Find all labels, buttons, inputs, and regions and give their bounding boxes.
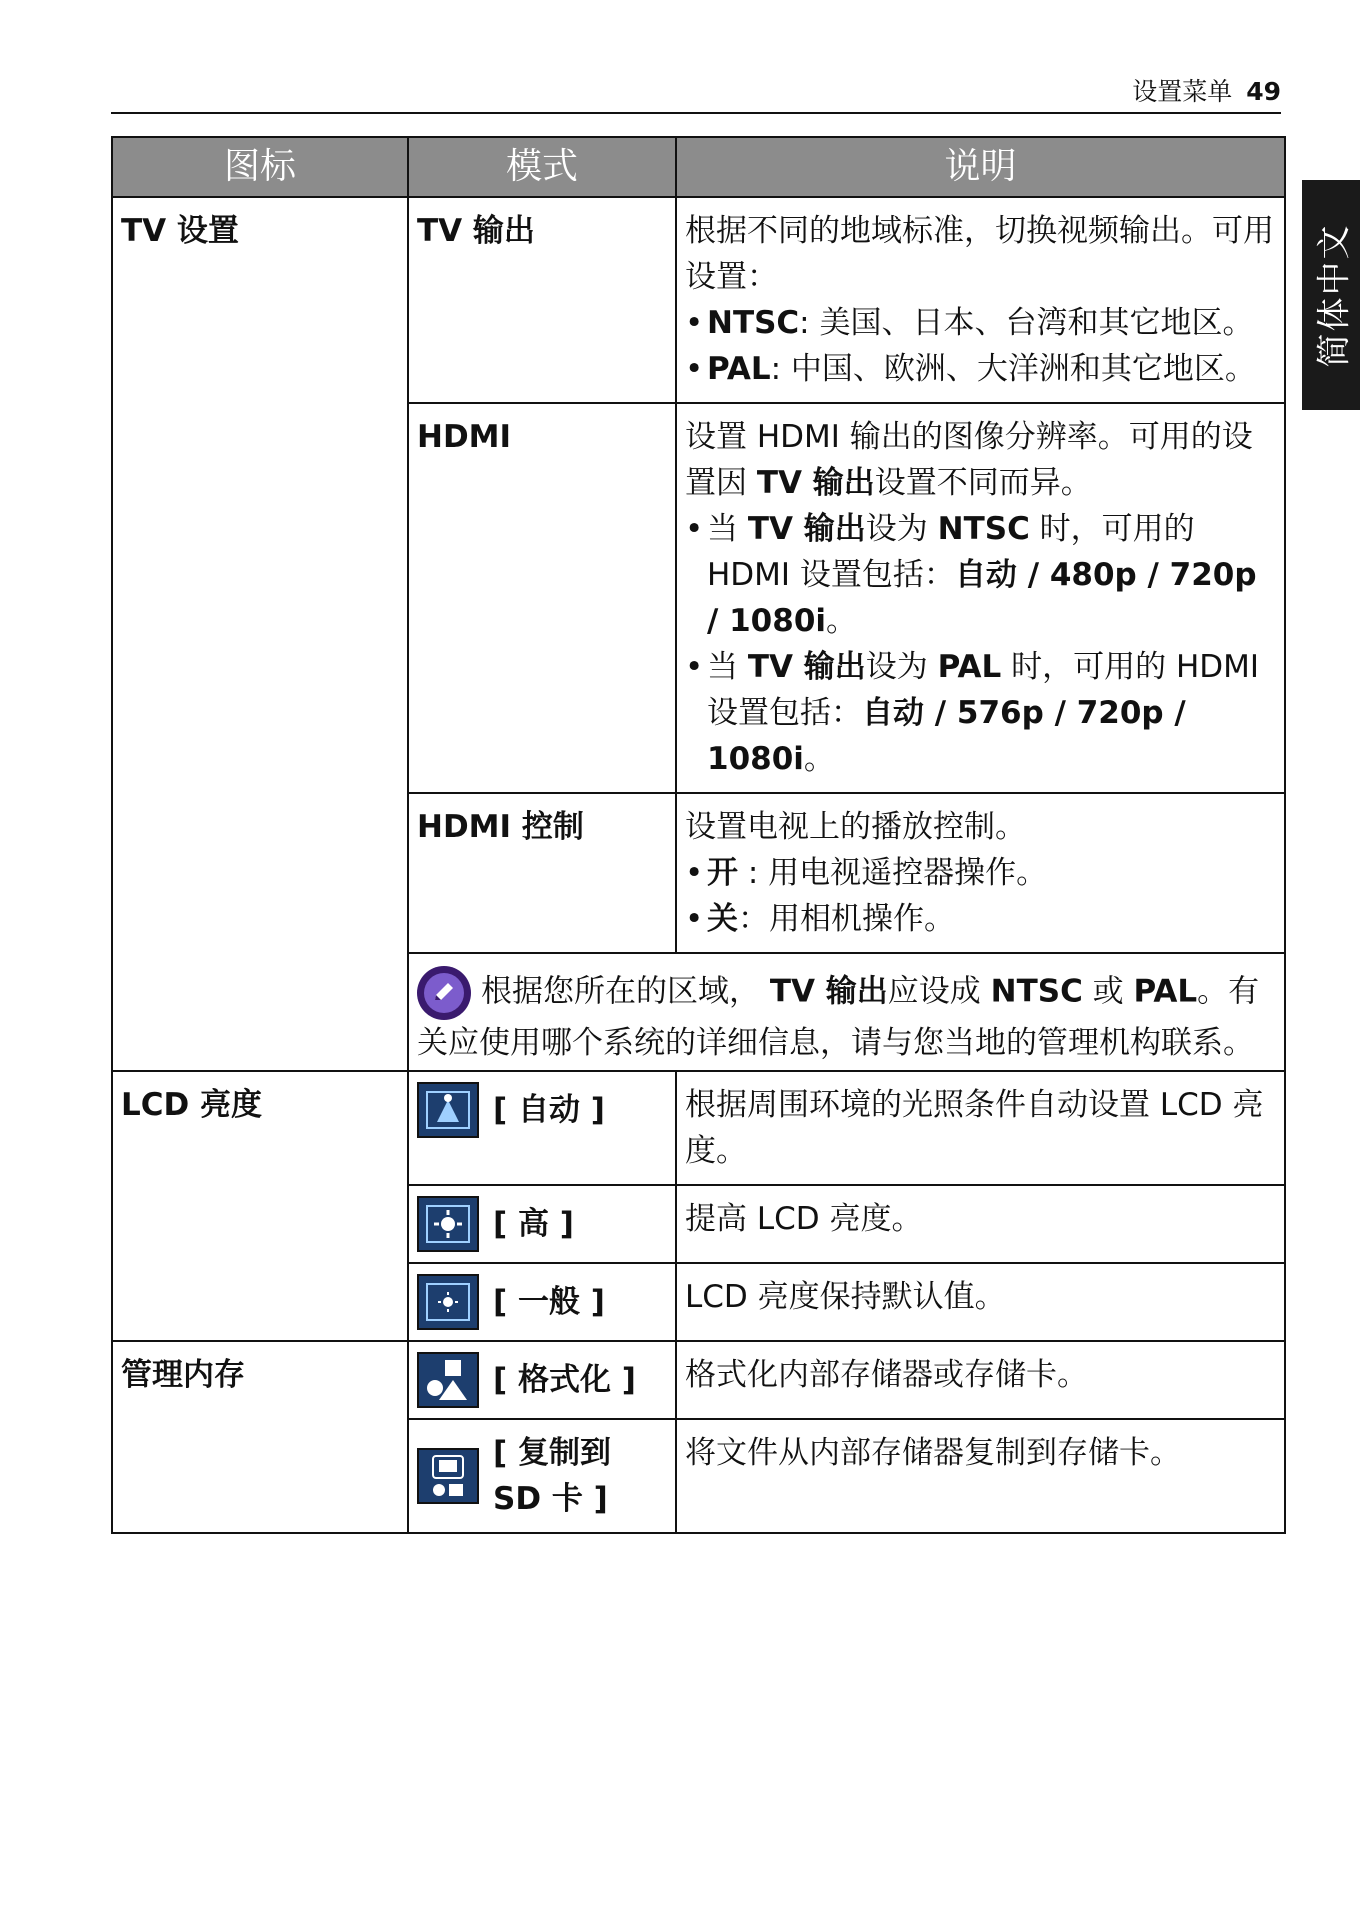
t: 当	[707, 649, 748, 685]
table-header-row	[112, 137, 1285, 197]
hdmi-intro-a: 设置 HDMI 输出的图像分辨率。可用的设置因	[685, 419, 1253, 501]
hdmi-options	[685, 506, 1276, 782]
tv-out-mode: TV 输出	[408, 197, 676, 403]
table-row	[112, 197, 1285, 403]
header-title: 设置菜单	[1132, 77, 1233, 106]
t: 自动 / 480p / 720p / 1080i	[707, 557, 1257, 639]
on-key: 开	[707, 855, 738, 891]
list-item	[685, 346, 1276, 392]
column-header-icon: 图标	[112, 137, 408, 197]
t: 。有关应使用哪个系统的详细信息，请与您当地的管理机构联系。	[417, 973, 1260, 1061]
settings-table	[111, 136, 1286, 1534]
lcd-normal-mode	[408, 1263, 676, 1341]
lcd-normal-desc: LCD 亮度保持默认值。	[676, 1263, 1285, 1341]
hdmi-desc	[676, 403, 1285, 793]
tv-settings-label: TV 设置	[112, 197, 408, 1071]
list-item	[685, 300, 1276, 346]
list-item	[685, 644, 1276, 782]
lcd-auto-icon	[417, 1082, 479, 1138]
memory-label: 管理内存	[112, 1341, 408, 1533]
t: 设为	[865, 649, 938, 685]
header-text	[1132, 76, 1281, 108]
hdmi-control-options	[685, 850, 1276, 942]
table-row	[112, 1071, 1285, 1185]
copy-to-sd-icon	[417, 1448, 479, 1504]
ntsc-text: : 美国、日本、台湾和其它地区。	[799, 305, 1254, 341]
t: 设为	[865, 511, 938, 547]
lcd-auto-desc: 根据周围环境的光照条件自动设置 LCD 亮度。	[676, 1071, 1285, 1185]
page-number: 49	[1246, 77, 1281, 106]
lcd-auto-mode	[408, 1071, 676, 1185]
lcd-auto-label: [ 自动 ]	[493, 1092, 605, 1128]
format-desc: 格式化内部存储器或存储卡。	[676, 1341, 1285, 1419]
lcd-high-label: [ 高 ]	[493, 1206, 574, 1242]
format-mode	[408, 1341, 676, 1419]
hdmi-control-desc	[676, 793, 1285, 953]
pal-text: : 中国、欧洲、大洋洲和其它地区。	[770, 351, 1256, 387]
t: TV 输出	[769, 973, 888, 1010]
t: 当	[707, 511, 748, 547]
tv-out-options	[685, 300, 1276, 392]
language-tab-label: 简体中文	[1314, 223, 1355, 367]
t: NTSC	[937, 511, 1030, 547]
list-item	[685, 850, 1276, 896]
hdmi-intro-b: TV 输出	[756, 465, 875, 501]
t: 应设成	[887, 973, 991, 1010]
t: NTSC	[990, 973, 1083, 1010]
lcd-normal-icon	[417, 1274, 479, 1330]
copy-to-sd-label: [ 复制到 SD 卡 ]	[493, 1435, 611, 1517]
t: 或	[1082, 973, 1134, 1010]
copy-to-sd-mode	[408, 1419, 676, 1533]
t: 根据您所在的区域，	[481, 973, 770, 1010]
t: PAL	[1133, 973, 1198, 1010]
hdmi-control-mode: HDMI 控制	[408, 793, 676, 953]
language-tab	[1302, 180, 1360, 410]
tv-out-desc	[676, 197, 1285, 403]
format-label: [ 格式化 ]	[493, 1362, 636, 1398]
on-text: : 用电视遥控器操作。	[738, 855, 1048, 891]
t: PAL	[937, 649, 1002, 685]
hdmi-mode: HDMI	[408, 403, 676, 793]
column-header-desc: 说明	[676, 137, 1285, 197]
t: 。	[826, 603, 858, 639]
column-header-mode: 模式	[408, 137, 676, 197]
list-item	[685, 896, 1276, 942]
t: 时，可用的 HDMI 设置包括：	[707, 511, 1195, 593]
hdmi-intro	[685, 414, 1276, 506]
off-text: ：用相机操作。	[738, 901, 955, 937]
lcd-normal-label: [ 一般 ]	[493, 1284, 605, 1320]
hdmi-intro-c: 设置不同而异。	[874, 465, 1092, 501]
lcd-brightness-label: LCD 亮度	[112, 1071, 408, 1341]
copy-to-sd-desc: 将文件从内部存储器复制到存储卡。	[676, 1419, 1285, 1533]
t: 时，可用的 HDMI 设置包括：	[707, 649, 1260, 731]
off-key: 关	[707, 901, 738, 937]
page-header	[111, 76, 1281, 114]
t: TV 输出	[747, 649, 866, 685]
table-row	[112, 1341, 1285, 1419]
lcd-high-mode	[408, 1185, 676, 1263]
lcd-high-icon	[417, 1196, 479, 1252]
ntsc-key: NTSC	[707, 305, 800, 341]
t: 自动 / 576p / 720p / 1080i	[707, 695, 1186, 777]
tv-note	[408, 953, 1285, 1071]
list-item	[685, 506, 1276, 644]
t: 。	[803, 741, 835, 777]
pal-key: PAL	[707, 351, 771, 387]
hdmi-control-intro: 设置电视上的播放控制。	[685, 809, 1026, 845]
t: TV 输出	[747, 511, 866, 547]
pencil-icon	[417, 966, 471, 1020]
tv-out-intro: 根据不同的地域标准，切换视频输出。可用设置：	[685, 213, 1274, 295]
lcd-high-desc: 提高 LCD 亮度。	[676, 1185, 1285, 1263]
format-icon	[417, 1352, 479, 1408]
